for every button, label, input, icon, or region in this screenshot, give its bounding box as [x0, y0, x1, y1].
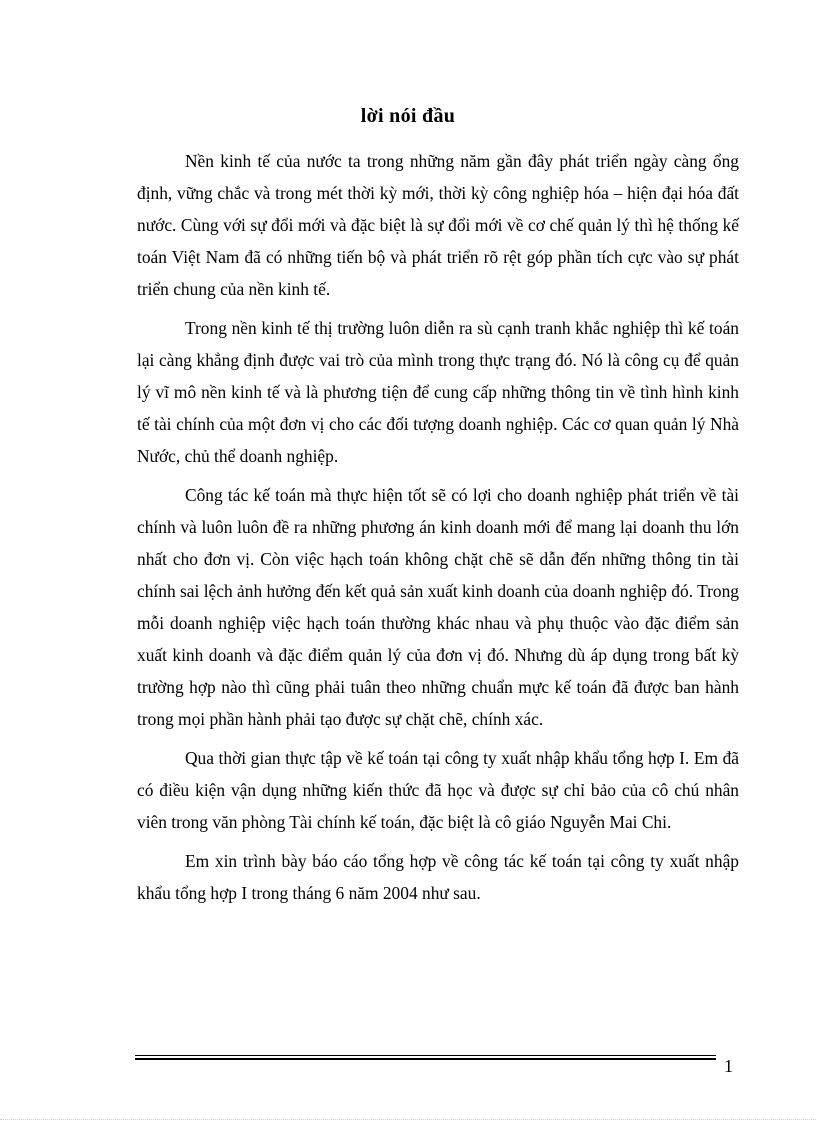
paragraph-1: Nền kinh tế của nước ta trong những năm gần đây phát triển ngày càng ổng định, vững chắc và trong mét thời kỳ mới, thời kỳ công nghiệp hóa – hiện đại hóa đất nước. Cùng với sự đổi mới và đặc biệt là sự đổi mới về cơ chế quản lý thì hệ thống kế toán Việt Nam đã có những tiến bộ và phát triển rõ rệt góp phần tích cực vào sự phát triển chung của nền kinh tế. — [137, 151, 739, 299]
page-edge-marker — [0, 1119, 816, 1120]
document-body — [137, 145, 739, 916]
footer-divider-top — [135, 1055, 716, 1056]
page-number: 1 — [724, 1056, 733, 1076]
paragraph-5: Em xin trình bày báo cáo tổng hợp về công tác kế toán tại công ty xuất nhập khẩu tổng hợp I trong tháng 6 năm 2004 như sau. — [137, 851, 739, 903]
paragraph-3: Công tác kế toán mà thực hiện tốt sẽ có lợi cho doanh nghiệp phát triển về tài chính và luôn luôn đề ra những phương án kinh doanh mới để mang lại doanh thu lớn nhất cho đơn vị. Còn việc hạch toán không chặt chẽ sẽ dẫn đến những thông tin tài chính sai lệch ảnh hưởng đến kết quả sản xuất kinh doanh của doanh nghiệp đó. Trong mỗi doanh nghiệp việc hạch toán thường khác nhau và phụ thuộc vào đặc điểm sản xuất kinh doanh và đặc điểm quản lý của đơn vị đó. Nhưng dù áp dụng trong bất kỳ trường hợp nào thì cũng phải tuân theo những chuẩn mực kế toán đã được ban hành trong mọi phần hành phải tạo được sự chặt chẽ, chính xác. — [137, 485, 739, 729]
paragraph-4: Qua thời gian thực tập về kế toán tại công ty xuất nhập khẩu tổng hợp I. Em đã có điều kiện vận dụng những kiến thức đã học và được sự chỉ bảo của cô chú nhân viên trong văn phòng Tài chính kế toán, đặc biệt là cô giáo Nguyễn Mai Chi. — [137, 748, 739, 832]
footer-divider-bottom — [135, 1058, 716, 1060]
page-title: lời nói đầu — [360, 105, 456, 127]
paragraph-2: Trong nền kinh tế thị trường luôn diễn ra sù cạnh tranh khắc nghiệp thì kế toán lại càng khẳng định được vai trò của mình trong thực trạng đó. Nó là công cụ để quản lý vĩ mô nền kinh tế và là phương tiện để cung cấp những thông tin về tình hình kinh tế tài chính của một đơn vị cho các đối tượng doanh nghiệp. Các cơ quan quản lý Nhà Nước, chủ thể doanh nghiệp. — [137, 318, 739, 466]
